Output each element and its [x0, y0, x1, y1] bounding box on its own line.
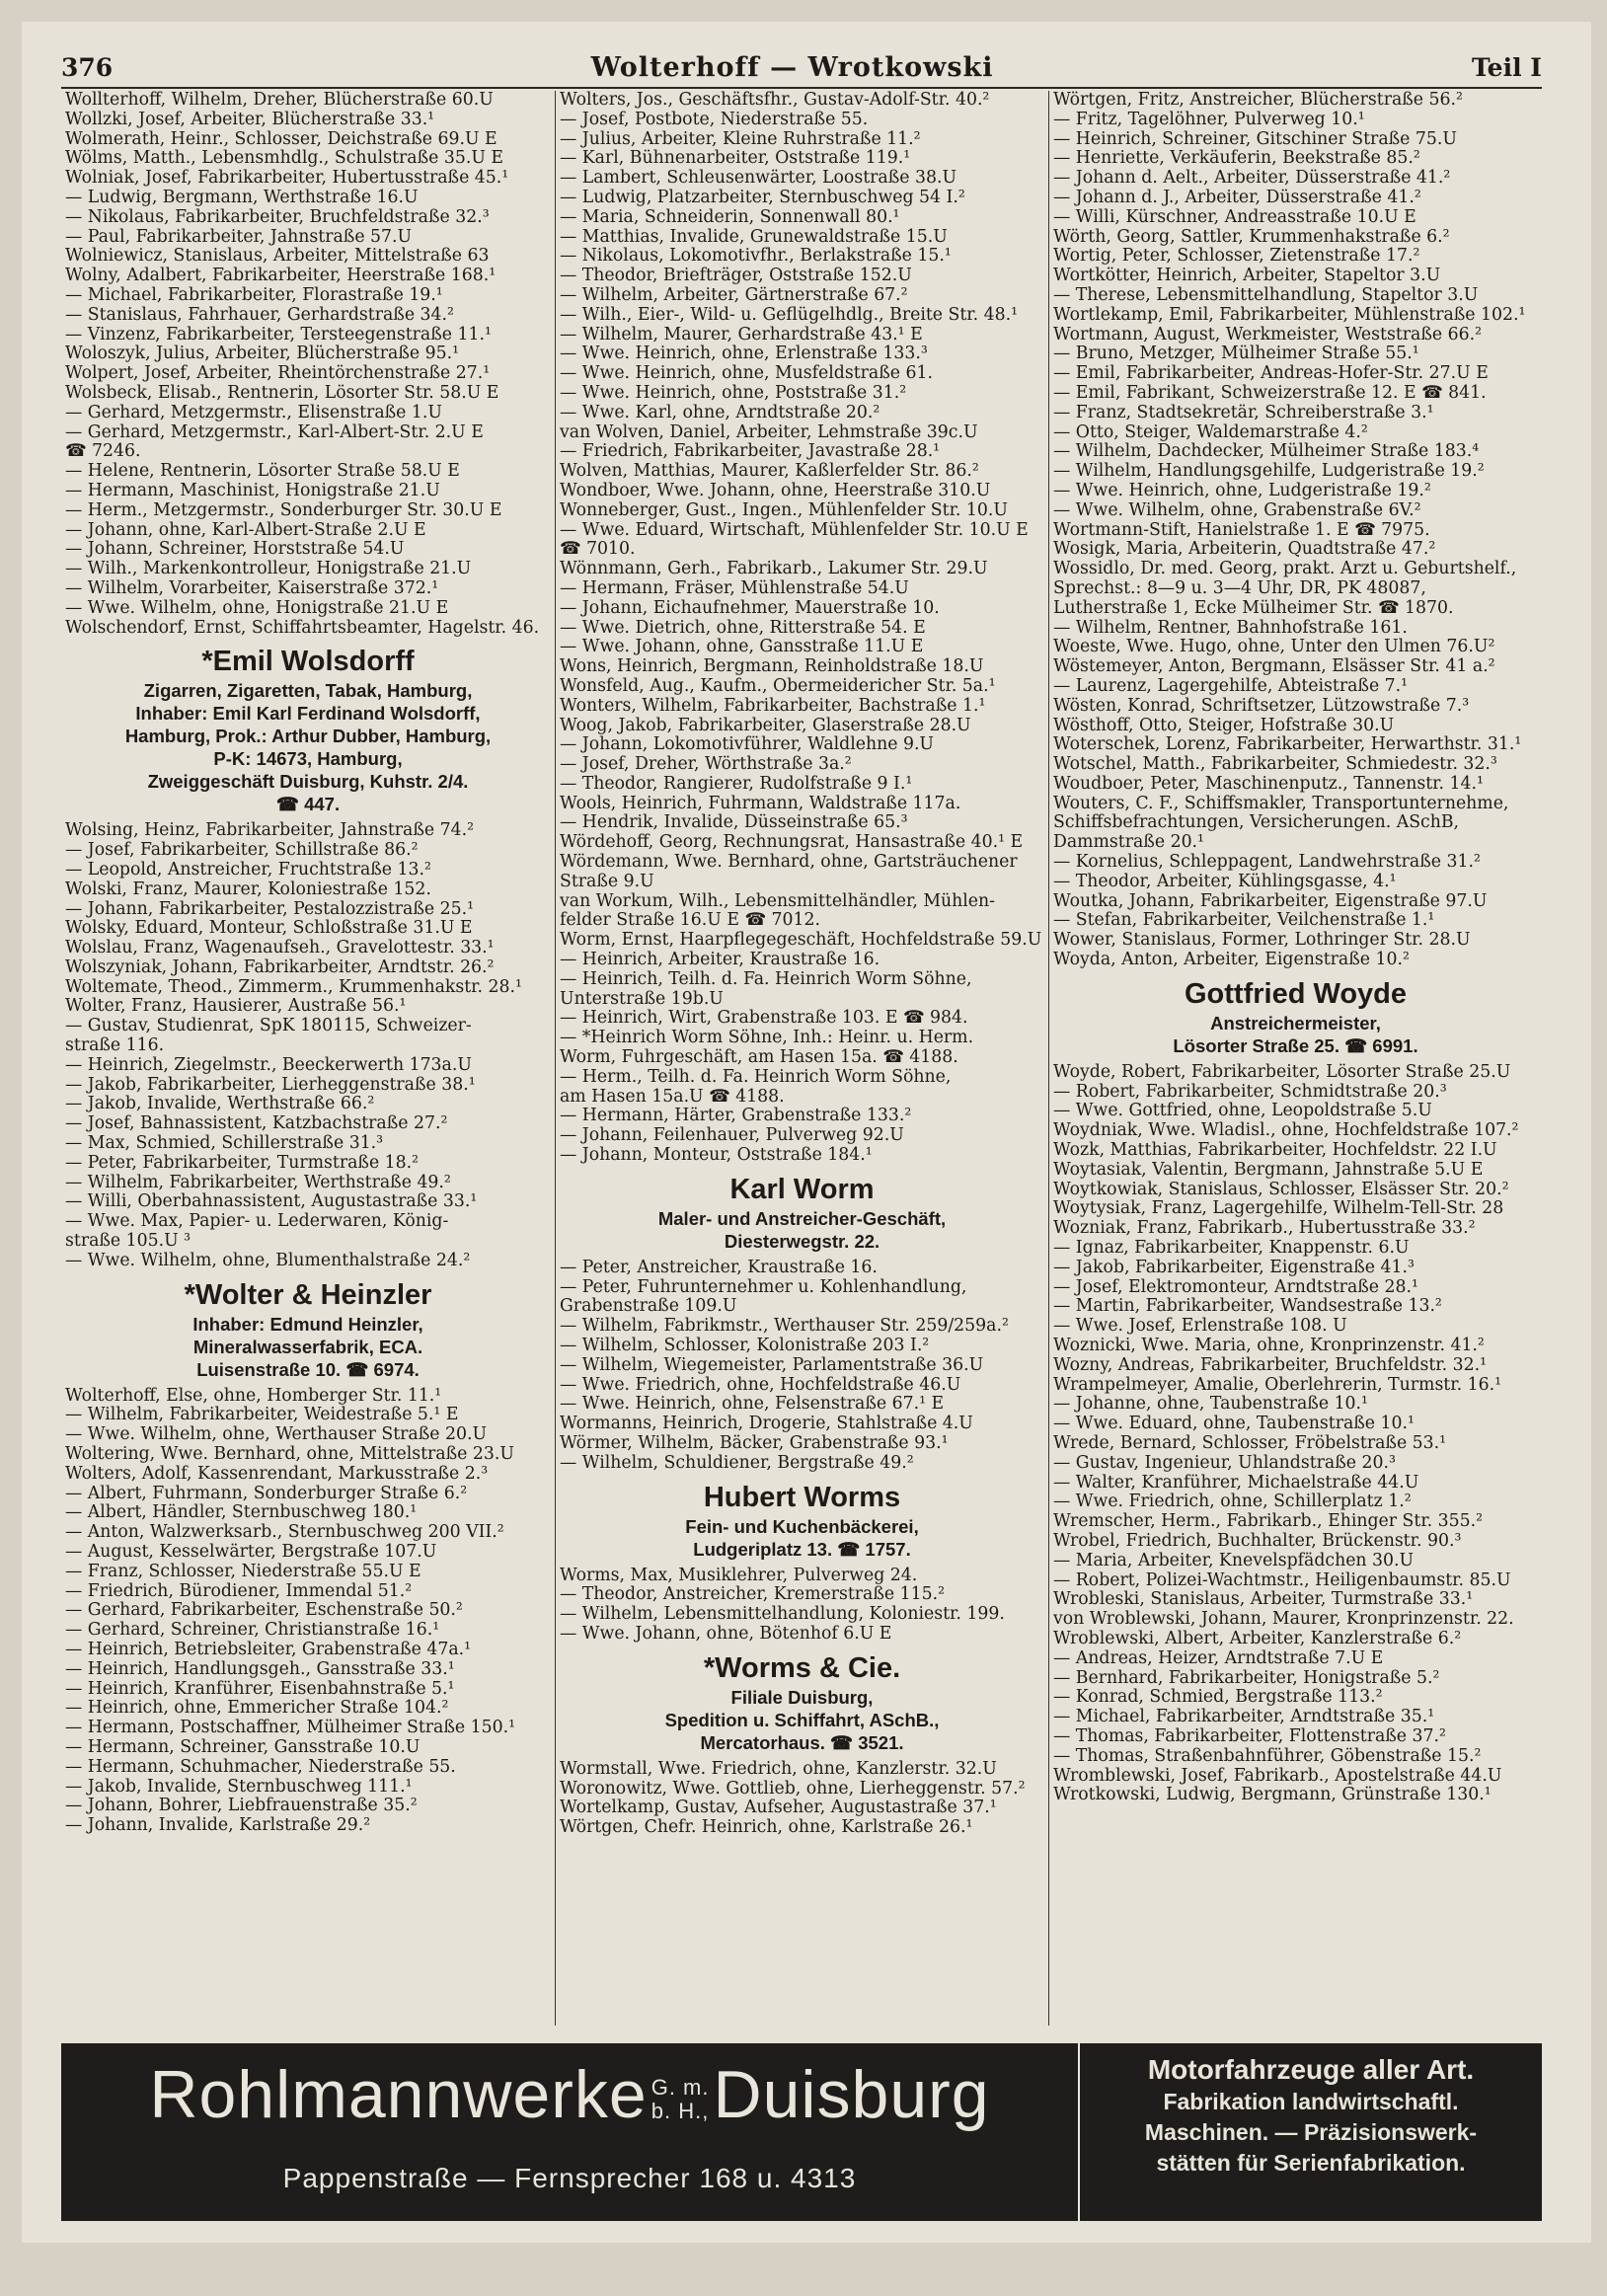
directory-entry: Wortkötter, Heinrich, Arbeiter, Stapeltor 3.U — [1053, 267, 1441, 286]
gmbh-top: G. m. — [650, 2075, 710, 2101]
directory-entry: Woznicki, Wwe. Maria, ohne, Kronprinzenstr. 41.² — [1053, 1337, 1485, 1356]
advertisement-line: Fein- und Kuchenbäckerei, — [685, 1515, 919, 1537]
directory-entry: — Wilh., Eier-, Wild- u. Geflügelhdlg., Breite Str. 48.¹ — [560, 305, 1019, 325]
directory-entry: — Heinrich, Ziegelmstr., Beeckerwerth 173a.U — [65, 1055, 472, 1075]
advertisement-box — [65, 1277, 551, 1381]
directory-entry: Woytkowiak, Stanislaus, Schlosser, Elsässer Str. 20.² — [1053, 1180, 1509, 1199]
directory-entry: — Bruno, Metzger, Mülheimer Straße 55.¹ — [1053, 344, 1419, 364]
directory-entry: Woloszyk, Julius, Arbeiter, Blücherstraße 95.¹ — [65, 344, 459, 364]
directory-entry: Woytasiak, Valentin, Bergmann, Jahnstraße 5.U E — [1053, 1160, 1484, 1180]
directory-entry: Wrotkowski, Ludwig, Bergmann, Grünstraße 130.¹ — [1053, 1786, 1492, 1805]
directory-entry: Wrampelmeyer, Amalie, Oberlehrerin, Turmstr. 16.¹ — [1053, 1375, 1502, 1395]
directory-entry: — Johann, Feilenhauer, Pulverweg 92.U — [560, 1126, 904, 1146]
directory-entry: Wolski, Franz, Maurer, Koloniestraße 152. — [65, 880, 431, 899]
directory-entry: Wozny, Andreas, Fabrikarbeiter, Bruchfeldstr. 32.¹ — [1053, 1355, 1488, 1375]
directory-entry: Wolslau, Franz, Wagenaufseh., Gravelottestr. 33.¹ — [65, 939, 495, 958]
advertisement-line: Mercatorhaus. ☎ 3521. — [700, 1731, 904, 1753]
directory-entry: Wolterhoff, Else, ohne, Homberger Str. 11.¹ — [65, 1386, 442, 1406]
directory-entry: Wortmann, August, Werkmeister, Weststraße 66.² — [1053, 325, 1483, 344]
directory-entry: Worm, Ernst, Haarpflegegeschäft, Hochfeldstraße 59.U — [560, 931, 1042, 951]
directory-entry: — Theodor, Arbeiter, Kühlingsgasse, 4.¹ — [1053, 872, 1397, 891]
directory-entry: Wördemann, Wwe. Bernhard, ohne, Gartsträuchener — [560, 853, 1018, 873]
directory-entry: — Konrad, Schmied, Bergstraße 113.² — [1053, 1688, 1383, 1708]
directory-entry: — Julius, Arbeiter, Kleine Ruhrstraße 11.² — [560, 129, 921, 149]
directory-entry: — Jakob, Fabrikarbeiter, Lierheggenstraße 38.¹ — [65, 1075, 476, 1095]
directory-entry: — Johann, Invalide, Karlstraße 29.² — [65, 1816, 371, 1836]
directory-entry: Wormanns, Heinrich, Drogerie, Stahlstraße 4.U — [560, 1415, 973, 1434]
directory-entry: Wolszyniak, Johann, Fabrikarbeiter, Arndtstr. 26.² — [65, 957, 495, 977]
directory-entry: Woutka, Johann, Fabrikarbeiter, Eigenstraße 97.U — [1053, 891, 1488, 911]
page-number: 376 — [61, 52, 114, 82]
advertisement-banner — [61, 2043, 1542, 2221]
directory-entry: ☎ 7010. — [560, 540, 636, 560]
directory-entry: — Wilhelm, Arbeiter, Gärtnerstraße 67.² — [560, 285, 908, 305]
directory-entry: — Josef, Elektromonteur, Arndtstraße 28.¹ — [1053, 1277, 1418, 1297]
advertisement-line: Diesterwegstr. 22. — [724, 1230, 880, 1252]
directory-entry: — Wwe. Friedrich, ohne, Hochfeldstraße 46.U — [560, 1375, 961, 1395]
directory-entry: — Herm., Metzgermstr., Sonderburger Str. 30.U E — [65, 500, 502, 520]
directory-entry: — Wilhelm, Schlosser, Kolonistraße 203 I.² — [560, 1337, 930, 1356]
directory-entry: — Wilhelm, Maurer, Gerhardstraße 43.¹ E — [560, 325, 923, 344]
directory-entry: — Thomas, Straßenbahnführer, Göbenstraße 15.² — [1053, 1746, 1482, 1766]
advertisement-line: Ludgeriplatz 13. ☎ 1757. — [693, 1538, 911, 1560]
directory-entry: — Andreas, Heizer, Arndtstraße 7.U E — [1053, 1648, 1384, 1668]
directory-entry: Wolters, Adolf, Kassenrendant, Markusstraße 2.³ — [65, 1464, 489, 1484]
directory-entry: van Wolven, Daniel, Arbeiter, Lehmstraße 39c.U — [560, 422, 978, 442]
directory-entry: — Lambert, Schleusenwärter, Loostraße 38.U — [560, 169, 957, 189]
directory-entry: straße 116. — [65, 1036, 165, 1056]
directory-entry: — Wwe. Wilhelm, ohne, Honigstraße 21.U E — [65, 598, 449, 618]
directory-entry: — Hermann, Härter, Grabenstraße 133.² — [560, 1107, 912, 1126]
directory-entry: Wolniewicz, Stanislaus, Arbeiter, Mittelstraße 63 — [65, 247, 490, 267]
advertisement-firm-name: Gottfried Woyde — [1184, 977, 1408, 1010]
directory-entry: — Nikolaus, Fabrikarbeiter, Bruchfeldstraße 32.³ — [65, 207, 490, 227]
directory-entry: — Josef, Bahnassistent, Katzbachstraße 27.² — [65, 1114, 448, 1134]
directory-entry: — Stefan, Fabrikarbeiter, Veilchenstraße 1.¹ — [1053, 911, 1435, 931]
directory-entry: — Gerhard, Metzgermstr., Elisenstraße 1.U — [65, 403, 442, 422]
directory-entry: Wollterhoff, Wilhelm, Dreher, Blücherstraße 60.U — [65, 91, 494, 110]
advertisement-firm-name: Hubert Worms — [703, 1481, 901, 1513]
directory-entry: — Wwe. Eduard, ohne, Taubenstraße 10.¹ — [1053, 1415, 1415, 1434]
directory-entry: — Gustav, Ingenieur, Uhlandstraße 20.³ — [1053, 1453, 1396, 1473]
advertisement-line: Mineralwasserfabrik, ECA. — [192, 1336, 423, 1357]
directory-entry: — Hendrik, Invalide, Düsseinstraße 65.³ — [560, 813, 908, 833]
column-left — [61, 91, 555, 2026]
directory-entry: — Nikolaus, Lokomotivfhr., Berlakstraße 15.¹ — [560, 247, 952, 267]
directory-entry: Wölms, Matth., Lebensmhdlg., Schulstraße 35.U E — [65, 149, 503, 169]
directory-entry: — Wwe. Heinrich, ohne, Ludgeristraße 19.² — [1053, 481, 1431, 500]
directory-entry: ☎ 7246. — [65, 442, 141, 462]
directory-entry: — Wwe. Johann, ohne, Gansstraße 11.U E — [560, 638, 924, 657]
directory-entry: — Jakob, Invalide, Werthstraße 66.² — [65, 1095, 375, 1114]
directory-entry: Wösthoff, Otto, Steiger, Hofstraße 30.U — [1053, 716, 1395, 735]
advertisement-firm-name: *Emil Wolsdorff — [201, 646, 415, 678]
directory-entry: — Jakob, Fabrikarbeiter, Eigenstraße 41.³ — [1053, 1258, 1415, 1277]
directory-entry: Woeste, Wwe. Hugo, ohne, Unter den Ulmen 76.U² — [1053, 638, 1495, 657]
directory-entry: Wools, Heinrich, Fuhrmann, Waldstraße 117a. — [560, 794, 961, 813]
directory-entry: — Wilhelm, Dachdecker, Mülheimer Straße 183.⁴ — [1053, 442, 1480, 462]
directory-entry: Woydniak, Wwe. Wladisl., ohne, Hochfeldstraße 107.² — [1053, 1121, 1519, 1141]
directory-entry: Wollzki, Josef, Arbeiter, Blücherstraße 33.¹ — [65, 110, 435, 129]
firm-name-a: Rohlmannwerke — [149, 2057, 648, 2132]
directory-entry: — Maria, Arbeiter, Knevelspfädchen 30.U — [1053, 1551, 1415, 1570]
directory-entry: Wozniak, Franz, Fabrikarb., Hubertusstraße 33.² — [1053, 1219, 1476, 1239]
directory-entry: Wroblewski, Albert, Arbeiter, Kanzlerstraße 6.² — [1053, 1629, 1462, 1648]
directory-entry: Woterschek, Lorenz, Fabrikarbeiter, Herwarthstr. 31.¹ — [1053, 735, 1522, 755]
directory-entry: — Hermann, Fräser, Mühlenstraße 54.U — [560, 578, 909, 598]
directory-entry: — Walter, Kranführer, Michaelstraße 44.U — [1053, 1473, 1419, 1492]
directory-entry: — Johann, Lokomotivführer, Waldlehne 9.U — [560, 735, 934, 755]
directory-entry: Wolters, Jos., Geschäftsfhr., Gustav-Adolf-Str. 40.² — [560, 91, 990, 110]
directory-entry: — Johanne, ohne, Taubenstraße 10.¹ — [1053, 1395, 1368, 1415]
directory-entry: am Hasen 15a.U ☎ 4188. — [560, 1087, 785, 1107]
directory-entry: — Robert, Fabrikarbeiter, Schmidtstraße 20.³ — [1053, 1082, 1447, 1102]
directory-entry: — Robert, Polizei-Wachtmstr., Heiligenbaumstr. 85.U — [1053, 1570, 1511, 1590]
directory-entry: — Johann d. Aelt., Arbeiter, Düsserstraße 41.² — [1053, 169, 1451, 189]
directory-entry: — Johann, ohne, Karl-Albert-Straße 2.U E — [65, 520, 426, 540]
advertisement-box — [1053, 976, 1538, 1057]
advertisement-line: Maler- und Anstreicher-Geschäft, — [657, 1207, 947, 1229]
directory-entry: Dammstraße 20.¹ — [1053, 833, 1204, 853]
directory-entry: — Wwe. Heinrich, ohne, Poststraße 31.² — [560, 383, 907, 403]
directory-entry: — Theodor, Briefträger, Oststraße 152.U — [560, 267, 912, 286]
directory-entry: — Hermann, Schreiner, Gansstraße 10.U — [65, 1737, 421, 1757]
directory-entry: — Wilhelm, Handlungsgehilfe, Ludgeristraße 19.² — [1053, 462, 1485, 482]
directory-entry: — Helene, Rentnerin, Lösorter Straße 58.U E — [65, 462, 460, 482]
directory-entry: — Johann, Monteur, Oststraße 184.¹ — [560, 1146, 873, 1166]
directory-entry: Woyde, Robert, Fabrikarbeiter, Lösorter Straße 25.U — [1053, 1062, 1511, 1082]
advertisement-line: Filiale Duisburg, — [730, 1686, 874, 1708]
directory-entry: — Willi, Kürschner, Andreasstraße 10.U E — [1053, 207, 1416, 227]
directory-entry: — Laurenz, Lagergehilfe, Abteistraße 7.¹ — [1053, 676, 1409, 696]
directory-entry: — Herm., Teilh. d. Fa. Heinrich Worm Söhne, — [560, 1067, 952, 1087]
directory-entry: von Wroblewski, Johann, Maurer, Kronprinzenstr. 22. — [1053, 1610, 1514, 1630]
advertisement-line: ☎ 447. — [275, 794, 341, 815]
directory-entry: — Gerhard, Fabrikarbeiter, Eschenstraße 50.² — [65, 1601, 463, 1621]
directory-entry: — Peter, Anstreicher, Kraustraße 16. — [560, 1258, 878, 1277]
directory-entry: Wrobleski, Stanislaus, Arbeiter, Turmstraße 33.¹ — [1053, 1590, 1474, 1610]
advertisement-line: Spedition u. Schiffahrt, ASchB., — [664, 1709, 940, 1730]
directory-entry: — Johann d. J., Arbeiter, Düsserstraße 41.² — [1053, 188, 1421, 207]
column-middle — [555, 91, 1048, 2026]
directory-entry: — Wwe. Wilhelm, ohne, Werthauser Straße 20.U — [65, 1425, 488, 1445]
banner-left — [61, 2043, 1080, 2221]
directory-entry: Wondboer, Wwe. Johann, ohne, Heerstraße 310.U — [560, 481, 991, 500]
directory-entry: Wolsky, Eduard, Monteur, Schloßstraße 31.U E — [65, 919, 473, 939]
directory-entry: — Heinrich, Handlungsgeh., Gansstraße 33.¹ — [65, 1659, 455, 1679]
directory-entry: Wolniak, Josef, Fabrikarbeiter, Hubertusstraße 45.¹ — [65, 169, 509, 189]
banner-line: stätten für Serienfabrikation. — [1156, 2150, 1466, 2176]
directory-entry: — *Heinrich Worm Söhne, Inh.: Heinr. u. Herm. — [560, 1029, 974, 1048]
banner-line: Fabrikation landwirtschaftl. — [1163, 2089, 1459, 2114]
directory-entry: — Johann, Eichaufnehmer, Mauerstraße 10. — [560, 598, 940, 618]
advertisement-line: Zigarren, Zigaretten, Tabak, Hamburg, — [143, 680, 473, 702]
directory-entry: — Thomas, Fabrikarbeiter, Flottenstraße 37.² — [1053, 1726, 1446, 1746]
directory-entry: Wolsbeck, Elisab., Rentnerin, Lösorter Str. 58.U E — [65, 383, 499, 403]
directory-entry: — Michael, Fabrikarbeiter, Florastraße 19.¹ — [65, 285, 443, 305]
directory-entry: — Albert, Fuhrmann, Sonderburger Straße 6.² — [65, 1484, 468, 1503]
directory-entry: — Heinrich, Kranführer, Eisenbahnstraße 5.¹ — [65, 1679, 455, 1699]
directory-entry: Wotschel, Matth., Fabrikarbeiter, Schmiedestr. 32.³ — [1053, 755, 1497, 775]
directory-entry: — Fritz, Tagelöhner, Pulverweg 10.¹ — [1053, 110, 1365, 129]
directory-entry: Woytysiak, Franz, Lagergehilfe, Wilhelm-Tell-Str. 28 — [1053, 1199, 1504, 1219]
directory-entry: Wons, Heinrich, Bergmann, Reinholdstraße 18.U — [560, 657, 984, 677]
directory-entry: — Franz, Schlosser, Niederstraße 55.U E — [65, 1562, 421, 1581]
directory-entry: — Therese, Lebensmittelhandlung, Stapeltor 3.U — [1053, 285, 1479, 305]
directory-entry: Wozk, Matthias, Fabrikarbeiter, Hochfeldstr. 22 I.U — [1053, 1141, 1497, 1161]
directory-entry: — Wilhelm, Wiegemeister, Parlamentstraße 36.U — [560, 1355, 984, 1375]
directory-entry: — Hermann, Maschinist, Honigstraße 21.U — [65, 481, 440, 500]
directory-entry: Wower, Stanislaus, Former, Lothringer Str. 28.U — [1053, 931, 1471, 951]
directory-entry: Worm, Fuhrgeschäft, am Hasen 15a. ☎ 4188. — [560, 1048, 958, 1068]
directory-entry: — Peter, Fuhrunternehmer u. Kohlenhandlung, — [560, 1277, 967, 1297]
advertisement-line: Lösorter Straße 25. ☎ 6991. — [1173, 1034, 1418, 1056]
directory-entry: — Willi, Oberbahnassistent, Augustastraße 33.¹ — [65, 1192, 478, 1212]
directory-entry: — Kornelius, Schleppagent, Landwehrstraße 31.² — [1053, 853, 1481, 873]
directory-entry: Woltering, Wwe. Bernhard, ohne, Mittelstraße 23.U — [65, 1445, 514, 1465]
directory-entry: Wösten, Konrad, Schriftsetzer, Lützowstraße 7.³ — [1053, 696, 1470, 716]
firm-name — [61, 2055, 1078, 2134]
directory-entry: — Wilhelm, Rentner, Bahnhofstraße 161. — [1053, 618, 1408, 638]
directory-entry: — Emil, Fabrikant, Schweizerstraße 12. E ☎ 841. — [1053, 383, 1487, 403]
directory-entry: Schiffsbefrachtungen, Versicherungen. ASchB, — [1053, 813, 1460, 833]
directory-entry: — Hermann, Postschaffner, Mülheimer Straße 150.¹ — [65, 1719, 515, 1738]
directory-entry: Wosigk, Maria, Arbeiterin, Quadtstraße 47.² — [1053, 540, 1436, 560]
directory-entry: Wromblewski, Josef, Fabrikarb., Apostelstraße 44.U — [1053, 1766, 1502, 1786]
page-header — [61, 47, 1542, 89]
directory-entry: — Jakob, Invalide, Sternbuschweg 111.¹ — [65, 1777, 413, 1797]
advertisement-box — [560, 1172, 1044, 1253]
directory-entry: Wolsing, Heinz, Fabrikarbeiter, Jahnstraße 74.² — [65, 821, 475, 841]
directory-entry: — Matthias, Invalide, Grunewaldstraße 15.U — [560, 227, 948, 247]
directory-entry: Wörth, Georg, Sattler, Krummenhakstraße 6.² — [1053, 227, 1450, 247]
directory-entry: Wördehoff, Georg, Rechnungsrat, Hansastraße 40.¹ E — [560, 833, 1024, 853]
directory-entry: — Ludwig, Bergmann, Werthstraße 16.U — [65, 188, 419, 207]
advertisement-line: Anstreichermeister, — [1210, 1012, 1381, 1033]
directory-entry: Wremscher, Herm., Fabrikarb., Ehinger Str. 355.² — [1053, 1512, 1484, 1532]
directory-entry: Wortig, Peter, Schlosser, Zietenstraße 17.² — [1053, 247, 1420, 267]
directory-entry: Wonsfeld, Aug., Kaufm., Obermeidericher Str. 5a.¹ — [560, 676, 996, 696]
directory-entry: Sprechst.: 8—9 u. 3—4 Uhr, DR, PK 48087, — [1053, 578, 1426, 598]
advertisement-line: Luisenstraße 10. ☎ 6974. — [196, 1358, 420, 1380]
directory-entry: — Theodor, Rangierer, Rudolfstraße 9 I.¹ — [560, 774, 913, 794]
directory-entry: — Josef, Fabrikarbeiter, Schillstraße 86.² — [65, 841, 419, 861]
directory-entry: — Johann, Fabrikarbeiter, Pestalozzistraße 25.¹ — [65, 899, 475, 919]
directory-entry: — Johann, Bohrer, Liebfrauenstraße 35.² — [65, 1797, 418, 1816]
directory-entry: Wossidlo, Dr. med. Georg, prakt. Arzt u. Geburtshelf., — [1053, 560, 1517, 579]
directory-entry: Wortlekamp, Emil, Fabrikarbeiter, Mühlenstraße 102.¹ — [1053, 305, 1526, 325]
directory-entry: — Wwe. Johann, ohne, Bötenhof 6.U E — [560, 1624, 892, 1644]
directory-entry: Wrede, Bernard, Schlosser, Fröbelstraße 53.¹ — [1053, 1434, 1447, 1453]
directory-entry: — Wilhelm, Fabrikarbeiter, Werthstraße 49.² — [65, 1173, 451, 1192]
directory-entry: — Ignaz, Fabrikarbeiter, Knappenstr. 6.U — [1053, 1239, 1410, 1259]
directory-entry: Woltemate, Theod., Zimmerm., Krummenhakstr. 28.¹ — [65, 977, 522, 997]
advertisement-line: Inhaber: Emil Karl Ferdinand Wolsdorff, — [135, 703, 481, 725]
directory-entry: — Karl, Bühnenarbeiter, Oststraße 119.¹ — [560, 149, 911, 169]
directory-entry: — Wilhelm, Lebensmittelhandlung, Koloniestr. 199. — [560, 1605, 1005, 1625]
directory-entry: — Theodor, Anstreicher, Kremerstraße 115.² — [560, 1585, 946, 1605]
directory-entry: straße 105.U ³ — [65, 1232, 191, 1252]
directory-entry: Wolter, Franz, Hausierer, Austraße 56.¹ — [65, 997, 407, 1017]
directory-entry: Lutherstraße 1, Ecke Mülheimer Str. ☎ 1870. — [1053, 598, 1454, 618]
gmbh-bottom: b. H., — [650, 2099, 710, 2124]
directory-entry: Wrobel, Friedrich, Buchhalter, Brückenstr. 90.³ — [1053, 1531, 1462, 1551]
directory-entry: — Heinrich, Wirt, Grabenstraße 103. E ☎ 984. — [560, 1009, 968, 1029]
gmbh-label — [651, 2076, 710, 2123]
directory-entry: — Heinrich, Teilh. d. Fa. Heinrich Worm Söhne, — [560, 969, 972, 989]
directory-entry: — Wilh., Markenkontrolleur, Honigstraße 21.U — [65, 560, 472, 579]
advertisement-line: Zweiggeschäft Duisburg, Kuhstr. 2/4. — [147, 771, 469, 793]
directory-entry: — Bernhard, Fabrikarbeiter, Honigstraße 5.² — [1053, 1668, 1440, 1688]
advertisement-line: P-K: 14673, Hamburg, — [213, 748, 403, 770]
directory-entry: Wolschendorf, Ernst, Schiffahrtsbeamter, Hagelstr. 46. — [65, 618, 540, 638]
advertisement-box — [560, 1650, 1044, 1754]
directory-entry: — Henriette, Verkäuferin, Beekstraße 85.² — [1053, 149, 1420, 169]
directory-entry: Wönnmann, Gerh., Fabrikarb., Lakumer Str. 29.U — [560, 560, 988, 579]
directory-entry: Wolmerath, Heinr., Schlosser, Deichstraße 69.U E — [65, 129, 497, 149]
directory-entry: Wörtgen, Chefr. Heinrich, ohne, Karlstraße 26.¹ — [560, 1818, 973, 1838]
directory-entry: — Leopold, Anstreicher, Fruchtstraße 13.² — [65, 860, 431, 880]
directory-entry: — Johann, Schreiner, Horststraße 54.U — [65, 540, 405, 560]
directory-entry: — Josef, Dreher, Wörthstraße 3a.² — [560, 755, 852, 775]
directory-entry: — Wilhelm, Fabrikmstr., Werthauser Str. 259/259a.² — [560, 1317, 1009, 1337]
directory-entry: — Stanislaus, Fahrhauer, Gerhardstraße 34.² — [65, 305, 454, 325]
part-label: Teil I — [1471, 52, 1542, 82]
directory-entry: — Emil, Fabrikarbeiter, Andreas-Hofer-Str. 27.U E — [1053, 364, 1489, 384]
directory-entry: Wöstemeyer, Anton, Bergmann, Elsässer Str. 41 a.² — [1053, 657, 1495, 677]
banner-line: Maschinen. — Präzisionswerk- — [1144, 2119, 1478, 2145]
directory-entry: — Max, Schmied, Schillerstraße 31.³ — [65, 1134, 384, 1154]
directory-entry: — Albert, Händler, Sternbuschweg 180.¹ — [65, 1503, 418, 1523]
directory-entry: — Friedrich, Bürodiener, Immendal 51.² — [65, 1581, 413, 1601]
directory-entry: Grabenstraße 109.U — [560, 1297, 737, 1317]
directory-entry: Unterstraße 19b.U — [560, 989, 724, 1009]
directory-entry: — Wwe. Karl, ohne, Arndtstraße 20.² — [560, 403, 880, 422]
directory-entry: Wörmer, Wilhelm, Bäcker, Grabenstraße 93.¹ — [560, 1434, 949, 1453]
directory-entry: — Vinzenz, Fabrikarbeiter, Tersteegenstraße 11.¹ — [65, 325, 492, 344]
directory-entry: — Wwe. Heinrich, ohne, Erlenstraße 133.³ — [560, 344, 928, 364]
directory-entry: Woudboer, Peter, Maschinenputz., Tannenstr. 14.¹ — [1053, 774, 1484, 794]
directory-entry: van Workum, Wilh., Lebensmittelhändler, Mühlen- — [560, 891, 995, 911]
directory-entry: — Gerhard, Schreiner, Christianstraße 16.¹ — [65, 1621, 440, 1641]
directory-entry: — Wwe. Max, Papier- u. Lederwaren, König- — [65, 1212, 449, 1232]
directory-entry: Woog, Jakob, Fabrikarbeiter, Glaserstraße 28.U — [560, 716, 971, 735]
directory-entry: — Heinrich, Betriebsleiter, Grabenstraße 47a.¹ — [65, 1641, 472, 1659]
directory-entry: — Josef, Postbote, Niederstraße 55. — [560, 110, 869, 129]
advertisement-box — [560, 1480, 1044, 1561]
directory-entry: — Franz, Stadtsekretär, Schreiberstraße 3.¹ — [1053, 403, 1434, 422]
directory-entry: Wolpert, Josef, Arbeiter, Rheintörchenstraße 27.¹ — [65, 364, 491, 384]
directory-entry: Wouters, C. F., Schiffsmakler, Transportunternehme, — [1053, 794, 1509, 813]
directory-entry: — Michael, Fabrikarbeiter, Arndtstraße 35.¹ — [1053, 1708, 1435, 1727]
page-title: Wolterhoff — Wrotkowski — [590, 51, 994, 83]
directory-entry: Wortmann-Stift, Hanielstraße 1. E ☎ 7975. — [1053, 520, 1430, 540]
directory-entry: Woyda, Anton, Arbeiter, Eigenstraße 10.² — [1053, 951, 1410, 970]
directory-entry: — Heinrich, ohne, Emmericher Straße 104.² — [65, 1699, 449, 1719]
directory-entry: — Wwe. Wilhelm, ohne, Grabenstraße 6V.² — [1053, 500, 1421, 520]
directory-entry: — Gerhard, Metzgermstr., Karl-Albert-Str. 2.U E — [65, 422, 484, 442]
directory-entry: Wolny, Adalbert, Fabrikarbeiter, Heerstraße 168.¹ — [65, 267, 497, 286]
directory-entry: — Wilhelm, Vorarbeiter, Kaiserstraße 372.¹ — [65, 578, 439, 598]
directory-entry: Straße 9.U — [560, 872, 654, 891]
directory-page — [22, 22, 1591, 2243]
directory-entry: Wormstall, Wwe. Friedrich, ohne, Kanzlerstr. 32.U — [560, 1759, 997, 1779]
directory-entry: — Wwe. Gottfried, ohne, Leopoldstraße 5.U — [1053, 1102, 1432, 1121]
firm-address: Pappenstraße — Fernsprecher 168 u. 4313 — [282, 2163, 857, 2193]
directory-entry: — Wilhelm, Fabrikarbeiter, Weidestraße 5.¹ E — [65, 1406, 459, 1425]
directory-entry: — Gustav, Studienrat, SpK 180115, Schweizer- — [65, 1017, 472, 1036]
directory-entry: Wonneberger, Gust., Ingen., Mühlenfelder Str. 10.U — [560, 500, 1008, 520]
advertisement-line: Inhaber: Edmund Heinzler, — [192, 1313, 423, 1335]
directory-entry: Wonters, Wilhelm, Fabrikarbeiter, Bachstraße 1.¹ — [560, 696, 986, 716]
directory-columns — [61, 91, 1542, 2026]
banner-line: Motorfahrzeuge aller Art. — [1147, 2054, 1475, 2085]
directory-entry: — Wwe. Wilhelm, ohne, Blumenthalstraße 24.² — [65, 1251, 471, 1270]
column-right — [1048, 91, 1542, 2026]
directory-entry: Woronowitz, Wwe. Gottlieb, ohne, Lierheggenstr. 57.² — [560, 1779, 1026, 1799]
directory-entry: — Wwe. Friedrich, ohne, Schillerplatz 1.² — [1053, 1492, 1412, 1512]
directory-entry: — Maria, Schneiderin, Sonnenwall 80.¹ — [560, 207, 900, 227]
directory-entry: — Peter, Fabrikarbeiter, Turmstraße 18.² — [65, 1153, 420, 1173]
advertisement-box — [65, 644, 551, 815]
directory-entry: felder Straße 16.U E ☎ 7012. — [560, 911, 820, 931]
advertisement-firm-name: *Wolter & Heinzler — [184, 1278, 432, 1311]
directory-entry: — Wwe. Heinrich, ohne, Musfeldstraße 61. — [560, 364, 933, 384]
directory-entry: — Heinrich, Schreiner, Gitschiner Straße 75.U — [1053, 129, 1457, 149]
advertisement-firm-name: Karl Worm — [729, 1173, 875, 1205]
directory-entry: — Wwe. Heinrich, ohne, Felsenstraße 67.¹ E — [560, 1395, 945, 1415]
directory-entry: — Hermann, Schuhmacher, Niederstraße 55. — [65, 1757, 456, 1777]
firm-name-b: Duisburg — [713, 2057, 990, 2132]
directory-entry: — Wwe. Dietrich, ohne, Ritterstraße 54. E — [560, 618, 926, 638]
directory-entry: — Heinrich, Arbeiter, Kraustraße 16. — [560, 951, 880, 970]
directory-entry: Wörtgen, Fritz, Anstreicher, Blücherstraße 56.² — [1053, 91, 1463, 110]
directory-entry: — August, Kesselwärter, Bergstraße 107.U — [65, 1543, 437, 1563]
directory-entry: Worms, Max, Musiklehrer, Pulverweg 24. — [560, 1566, 918, 1585]
advertisement-firm-name: *Worms & Cie. — [703, 1651, 901, 1684]
directory-entry: — Martin, Fabrikarbeiter, Wandsestraße 13.² — [1053, 1297, 1442, 1317]
directory-entry: — Friedrich, Fabrikarbeiter, Javastraße 28.¹ — [560, 442, 941, 462]
directory-entry: — Ludwig, Platzarbeiter, Sternbuschweg 54 I.² — [560, 188, 965, 207]
advertisement-line: Hamburg, Prok.: Arthur Dubber, Hamburg, — [124, 726, 492, 747]
directory-entry: — Paul, Fabrikarbeiter, Jahnstraße 57.U — [65, 227, 413, 247]
directory-entry: — Otto, Steiger, Waldemarstraße 4.² — [1053, 422, 1368, 442]
banner-right — [1080, 2043, 1542, 2221]
directory-entry: Wortelkamp, Gustav, Aufseher, Augustastraße 37.¹ — [560, 1799, 997, 1818]
directory-entry: Wolven, Matthias, Maurer, Kaßlerfelder Str. 86.² — [560, 462, 979, 482]
directory-entry: — Wwe. Josef, Erlenstraße 108. U — [1053, 1317, 1347, 1337]
directory-entry: — Wilhelm, Schuldiener, Bergstraße 49.² — [560, 1453, 914, 1473]
directory-entry: — Anton, Walzwerksarb., Sternbuschweg 200 VII.² — [65, 1523, 504, 1543]
directory-entry: — Wwe. Eduard, Wirtschaft, Mühlenfelder Str. 10.U E — [560, 520, 1029, 540]
